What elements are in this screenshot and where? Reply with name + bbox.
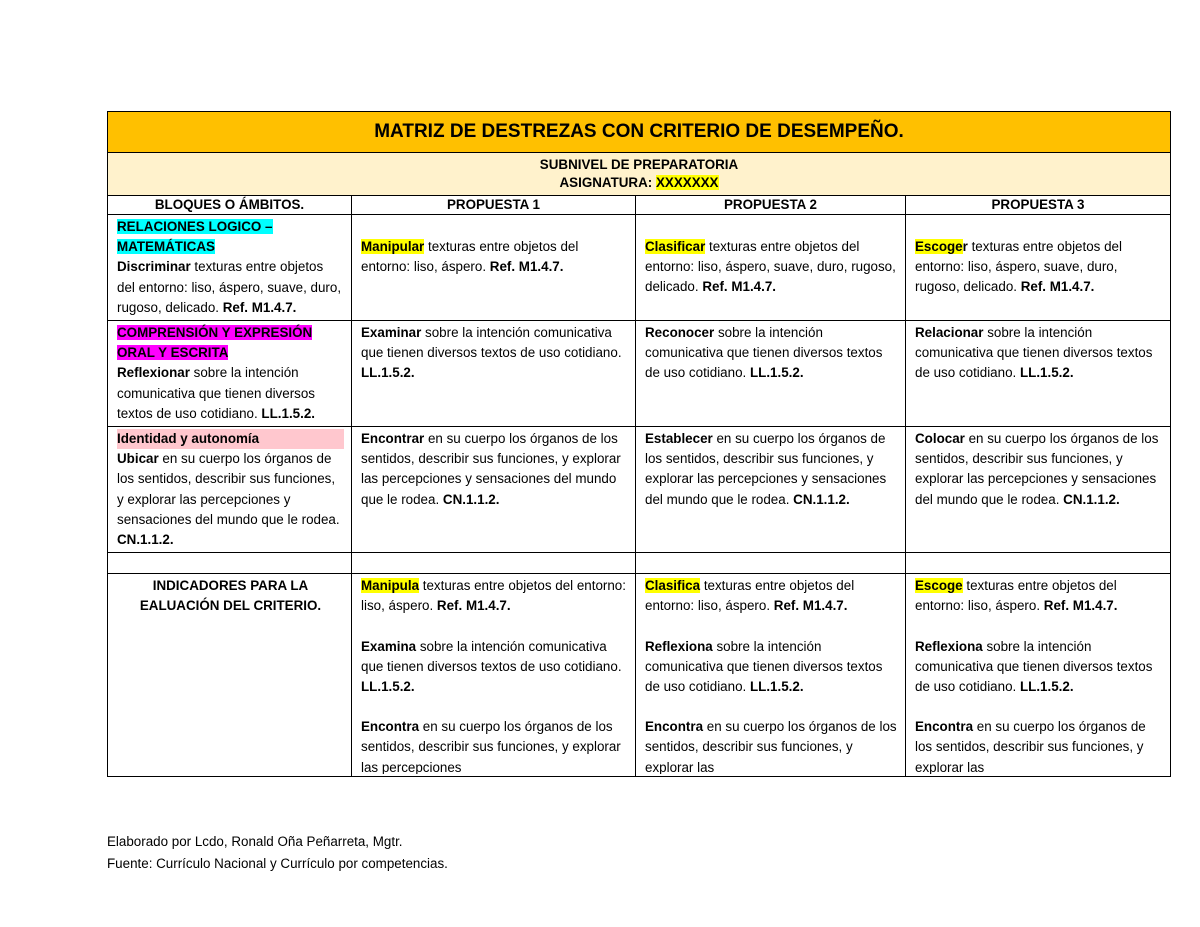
block-verb: Discriminar [117,259,191,275]
proposal-text: en su cuerpo los órganos de los sentidos, describir sus funciones, y explorar las percepciones y sensaciones del mundo que le rodea. [915,431,1159,507]
indicator-verb: Reflexiona [645,638,713,654]
indicator-verb: Encontra [915,719,974,735]
block-cell [108,321,352,427]
proposal-text: en su cuerpo los órganos de los sentidos, describir sus funciones, y explorar las percepciones y sensaciones del mundo que le rodea. [645,431,887,507]
subnivel-label: SUBNIVEL DE PREPARATORIA [539,157,739,172]
proposal-verb-suffix: r [962,239,968,254]
block-cell [108,215,352,321]
proposal-verb: Examinar [361,325,422,341]
asignatura-line [108,174,1170,192]
header-row [108,196,1171,215]
block-verb: Reflexionar [117,365,190,381]
indicator-verb: Reflexiona [915,638,983,654]
header-propuesta-1: PROPUESTA 1 [352,196,636,215]
block-title: Identidad y autonomía [117,429,344,449]
proposal-ref: Ref. M1.4.7. [702,279,777,295]
proposal-verb: Manipular [361,239,425,254]
footer-author: Elaborado por Lcdo, Ronald Oña Peñarreta, Mgtr. [107,834,403,849]
indicator-text: sobre la intención comunicativa que tienen diversos textos de uso cotidiano. [645,638,883,695]
proposal-cell [352,215,636,321]
proposal-cell [906,321,1171,427]
indicator-text: en su cuerpo los órganos de los sentidos, describir sus funciones, y explorar las [645,719,897,775]
proposal-cell [636,215,906,321]
indicator-verb: Encontra [361,719,420,735]
proposal-verb: Encontrar [361,431,425,447]
block-cell [108,427,352,553]
proposal-verb: Clasificar [645,239,706,254]
indicators-label-cell [108,574,352,777]
matrix-table [107,111,1171,777]
proposal-verb: Relacionar [915,325,984,341]
proposal-ref: Ref. M1.4.7. [489,259,564,275]
block-text: sobre la intención comunicativa que tienen diversos textos de uso cotidiano. [117,365,315,421]
indicator-text: texturas entre objetos del entorno: liso, áspero. [361,578,626,614]
proposal-verb: Colocar [915,431,965,447]
proposal-ref: CN.1.1.2. [1063,491,1120,507]
indicator-cell [906,574,1171,777]
indicator-ref: LL.1.5.2. [1019,679,1074,695]
proposal-ref: Ref. M1.4.7. [1020,279,1095,295]
header-bloques: BLOQUES O ÁMBITOS. [108,196,352,215]
proposal-ref: CN.1.1.2. [793,491,850,507]
proposal-text: texturas entre objetos del entorno: liso, áspero, suave, duro, rugoso, delicado. [915,239,1122,295]
indicator-cell [636,574,906,777]
indicator-text: sobre la intención comunicativa que tienen diversos textos de uso cotidiano. [361,638,622,674]
indicator-verb: Clasifica [645,578,701,594]
block-ref: CN.1.1.2. [117,532,174,548]
footer-source: Fuente: Currículo Nacional y Currículo por competencias. [107,856,448,871]
matrix-document [107,111,1170,777]
table-row [108,321,1171,427]
proposal-text: texturas entre objetos del entorno: liso, áspero, suave, duro, rugoso, delicado. [645,239,896,295]
indicator-verb: Examina [361,638,417,654]
proposal-verb: Escoge [915,239,963,254]
indicator-verb: Manipula [361,578,420,594]
proposal-ref: LL.1.5.2. [1019,365,1074,381]
proposal-cell [352,427,636,553]
proposal-cell [906,215,1171,321]
table-row [108,427,1171,553]
proposal-ref: CN.1.1.2. [442,491,500,507]
block-text: texturas entre objetos del entorno: liso, áspero, suave, duro, rugoso, delicado. [117,259,342,315]
indicator-ref: Ref. M1.4.7. [436,598,511,614]
block-text: en su cuerpo los órganos de los sentidos, describir sus funciones, y explorar las percepciones y sensaciones del mundo que le rodea. [117,451,340,527]
header-propuesta-3: PROPUESTA 3 [906,196,1171,215]
proposal-text: sobre la intención comunicativa que tienen diversos textos de uso cotidiano. [915,325,1153,381]
header-propuesta-2: PROPUESTA 2 [636,196,906,215]
proposal-cell [906,427,1171,553]
block-verb: Ubicar [117,451,159,467]
indicator-text: en su cuerpo los órganos de los sentidos, describir sus funciones, y explorar las [915,719,1146,775]
spacer-row [108,553,1171,574]
subtitle-cell [108,153,1171,196]
indicator-ref: Ref. M1.4.7. [1043,598,1118,614]
indicator-ref: LL.1.5.2. [749,679,804,695]
proposal-text: sobre la intención comunicativa que tienen diversos textos de uso cotidiano. [645,325,883,381]
indicator-text: en su cuerpo los órganos de los sentidos, describir sus funciones, y explorar las percepciones [361,719,621,775]
indicator-ref: Ref. M1.4.7. [773,598,848,614]
matrix-title: MATRIZ DE DESTREZAS CON CRITERIO DE DESEMPEÑO. [108,112,1171,153]
indicators-row [108,574,1171,777]
proposal-cell [636,427,906,553]
indicator-text: texturas entre objetos del entorno: liso, áspero. [645,578,855,614]
proposal-verb: Reconocer [645,325,715,341]
indicator-verb: Escoge [915,578,963,594]
indicator-text: sobre la intención comunicativa que tienen diversos textos de uso cotidiano. [915,638,1153,695]
indicator-cell [352,574,636,777]
block-title: COMPRENSIÓN Y EXPRESIÓN ORAL Y ESCRITA [117,325,313,361]
block-title: RELACIONES LOGICO – MATEMÁTICAS [117,219,273,255]
proposal-text: texturas entre objetos del entorno: liso, áspero. [361,239,579,275]
proposal-ref: LL.1.5.2. [361,365,415,381]
proposal-cell [636,321,906,427]
indicator-text: texturas entre objetos del entorno: liso, áspero. [915,578,1117,614]
block-ref: Ref. M1.4.7. [222,299,297,315]
proposal-text: sobre la intención comunicativa que tienen diversos textos de uso cotidiano. [361,325,622,361]
block-ref: LL.1.5.2. [261,405,316,421]
indicator-verb: Encontra [645,719,704,735]
proposal-ref: LL.1.5.2. [749,365,804,381]
asignatura-label: ASIGNATURA: [559,175,656,190]
asignatura-value: XXXXXXX [655,175,719,190]
indicators-label: INDICADORES PARA LA EALUACIÓN DEL CRITERIO. [139,578,322,614]
proposal-text: en su cuerpo los órganos de los sentidos, describir sus funciones, y explorar las percepciones y sensaciones del mundo que le rodea. [361,431,621,507]
proposal-cell [352,321,636,427]
proposal-verb: Establecer [645,431,713,447]
indicator-ref: LL.1.5.2. [361,679,415,695]
table-row [108,215,1171,321]
